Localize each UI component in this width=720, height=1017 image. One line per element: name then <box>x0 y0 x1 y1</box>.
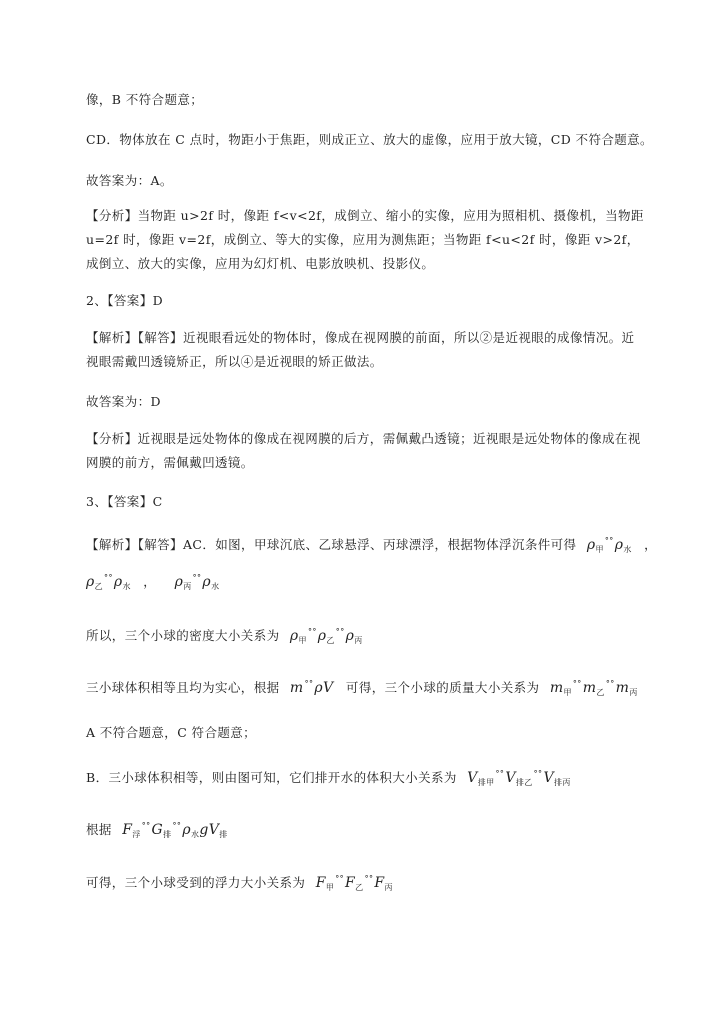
text-line: CD．物体放在 C 点时，物距小于焦距，则成正立、放大的虚像，应用于放大镜，CD 不符合题意。 <box>86 132 653 147</box>
formula: m°°ρV <box>289 679 334 696</box>
text-line-with-formula: B．三小球体积相等，则由图可知，它们排开水的体积大小关系为 $V_{排甲}^{^\circ^\circ}V_{排乙}^{^\circ^\circ}V_{排丙}$ <box>86 769 571 787</box>
analysis-paragraph: 【分析】当物距 u>2f 时，像距 f<v<2f，成倒立、缩小的实像，应用为照相机、摄像机，当物距 u=2f 时，像距 v=2f，成倒立、等大的实像，应用为测焦距；当物距 f<u<2f 时，像距 v>2f，成倒立、放大的实像，应用为幻灯机、电影放映机、投影仪。 <box>86 208 644 271</box>
formula: $m_甲^{^\circ^\circ}m_乙^{^\circ^\circ}m_丙$ <box>549 679 638 697</box>
formula: $\rho_丙^{^\circ^\circ}\rho_水$ <box>174 573 220 591</box>
formula: $\rho_乙^{^\circ^\circ}\rho_水$ <box>86 573 131 591</box>
text-line-with-formula: 根据 $F_浮^{^\circ^\circ}G_排^{^\circ^\circ}\rho_水gV_排$ <box>86 821 228 839</box>
analysis-paragraph: 【分析】近视眼是远处物体的像成在视网膜的后方，需佩戴凸透镜；近视眼是远处物体的像成在视网膜的前方，需佩戴凹透镜。 <box>86 431 641 470</box>
answer-heading: 3、【答案】C <box>86 494 163 509</box>
text-line: A 不符合题意，C 符合题意； <box>86 725 257 740</box>
formula: $V_{排甲}^{^\circ^\circ}V_{排乙}^{^\circ^\circ}V_{排丙}$ <box>467 769 571 787</box>
formula: $F_浮^{^\circ^\circ}G_排^{^\circ^\circ}\rho_水gV_排$ <box>122 821 228 839</box>
formula: $\rho_甲^{^\circ^\circ}\rho_乙^{^\circ^\circ}\rho_丙$ <box>289 627 363 645</box>
formula: $\rho_甲^{^\circ^\circ}\rho_水$ <box>586 536 632 554</box>
text-line-with-formula: 三小球体积相等且均为实心，根据 m°°ρV 可得，三个小球的质量大小关系为 $m_甲^{^\circ^\circ}m_乙^{^\circ^\circ}m_丙$ <box>86 679 638 697</box>
formula: $F_甲^{^\circ^\circ}F_乙^{^\circ^\circ}F_丙$ <box>315 874 393 892</box>
text-line: 故答案为：A。 <box>86 173 173 188</box>
formula-line: $\rho_乙^{^\circ^\circ}\rho_水$ ， $\rho_丙^{^\circ^\circ}\rho_水$ <box>86 573 220 591</box>
text-line-with-formula: 可得，三个小球受到的浮力大小关系为 $F_甲^{^\circ^\circ}F_乙^{^\circ^\circ}F_丙$ <box>86 874 393 892</box>
text-line-with-formula: 所以，三个小球的密度大小关系为 $\rho_甲^{^\circ^\circ}\rho_乙^{^\circ^\circ}\rho_丙$ <box>86 627 363 645</box>
text-line-with-formula: 【解析】【解答】AC．如图，甲球沉底、乙球悬浮、丙球漂浮，根据物体浮沉条件可得 $\rho_甲^{^\circ^\circ}\rho_水$ ， <box>86 536 658 554</box>
explanation-paragraph: 【解析】【解答】近视眼看远处的物体时，像成在视网膜的前面，所以②是近视眼的成像情况。近视眼需戴凹透镜矫正，所以④是近视眼的矫正做法。 <box>86 330 635 369</box>
text-line: 像，B 不符合题意； <box>86 92 204 107</box>
answer-heading: 2、【答案】D <box>86 293 164 308</box>
text-line: 故答案为：D <box>86 394 161 409</box>
